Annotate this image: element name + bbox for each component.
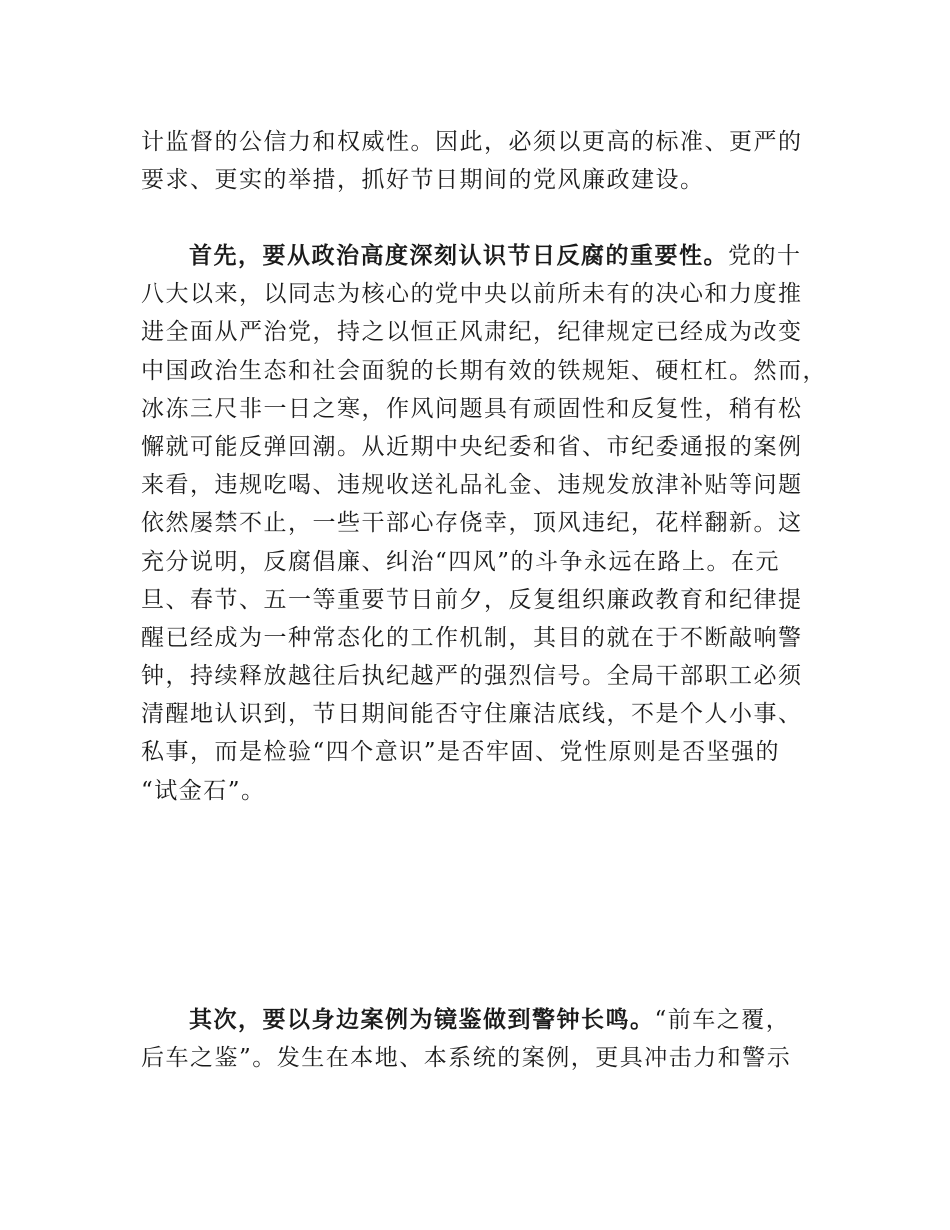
text-line: 充分说明，反腐倡廉、纠治“四风”的斗争永远在路上。在元 [141, 548, 781, 575]
text-line: 后车之鉴”。发生在本地、本系统的案例，更具冲击力和警示 [141, 1045, 792, 1072]
text-line: 私事，而是检验“四个意识”是否牢固、党性原则是否坚强的 [141, 739, 781, 766]
text-line: “试金石”。 [141, 777, 266, 804]
text-line: 进全面从严治党，持之以恒正风肃纪，纪律规定已经成为改变 [141, 319, 803, 346]
paragraph-first-line-rest: “前车之覆， [654, 1007, 791, 1033]
text-line: 来看，违规吃喝、违规收送礼品礼金、违规发放津补贴等问题 [141, 472, 803, 499]
text-line: 计监督的公信力和权威性。因此，必须以更高的标准、更严的 [141, 129, 803, 155]
text-line: 清醒地认识到，节日期间能否守住廉洁底线，不是个人小事、 [141, 701, 803, 728]
paragraph-first-line [141, 237, 811, 275]
text-line: 懈就可能反弹回潮。从近期中央纪委和省、市纪委通报的案例 [141, 433, 803, 460]
paragraph-1 [141, 123, 811, 199]
text-line: 八大以来，以同志为核心的党中央以前所未有的决心和力度推 [141, 281, 803, 308]
text-line: 中国政治生态和社会面貌的长期有效的铁规矩、硬杠杠。然而， [141, 357, 827, 384]
text-line: 钟，持续释放越往后执纪越严的强烈信号。全局干部职工必须 [141, 663, 803, 690]
text-line: 要求、更实的举措，抓好节日期间的党风廉政建设。 [141, 167, 705, 194]
paragraph-heading: 其次，要以身边案例为镜鉴做到警钟长鸣。 [189, 1007, 655, 1033]
text-line: 醒已经成为一种常态化的工作机制，其目的就在于不断敲响警 [141, 624, 803, 651]
paragraph-first-line [141, 1001, 811, 1039]
paragraph-heading: 首先，要从政治高度深刻认识节日反腐的重要性。 [189, 243, 728, 269]
paragraph-3 [141, 1001, 811, 1077]
text-line: 旦、春节、五一等重要节日前夕，反复组织廉政教育和纪律提 [141, 586, 803, 613]
paragraph-first-line-rest: 党的十 [728, 243, 802, 269]
text-line: 冰冻三尺非一日之寒，作风问题具有顽固性和反复性，稍有松 [141, 395, 803, 422]
text-line: 依然屡禁不止，一些干部心存侥幸，顶风违纪，花样翻新。这 [141, 510, 803, 537]
paragraph-2 [141, 237, 827, 810]
